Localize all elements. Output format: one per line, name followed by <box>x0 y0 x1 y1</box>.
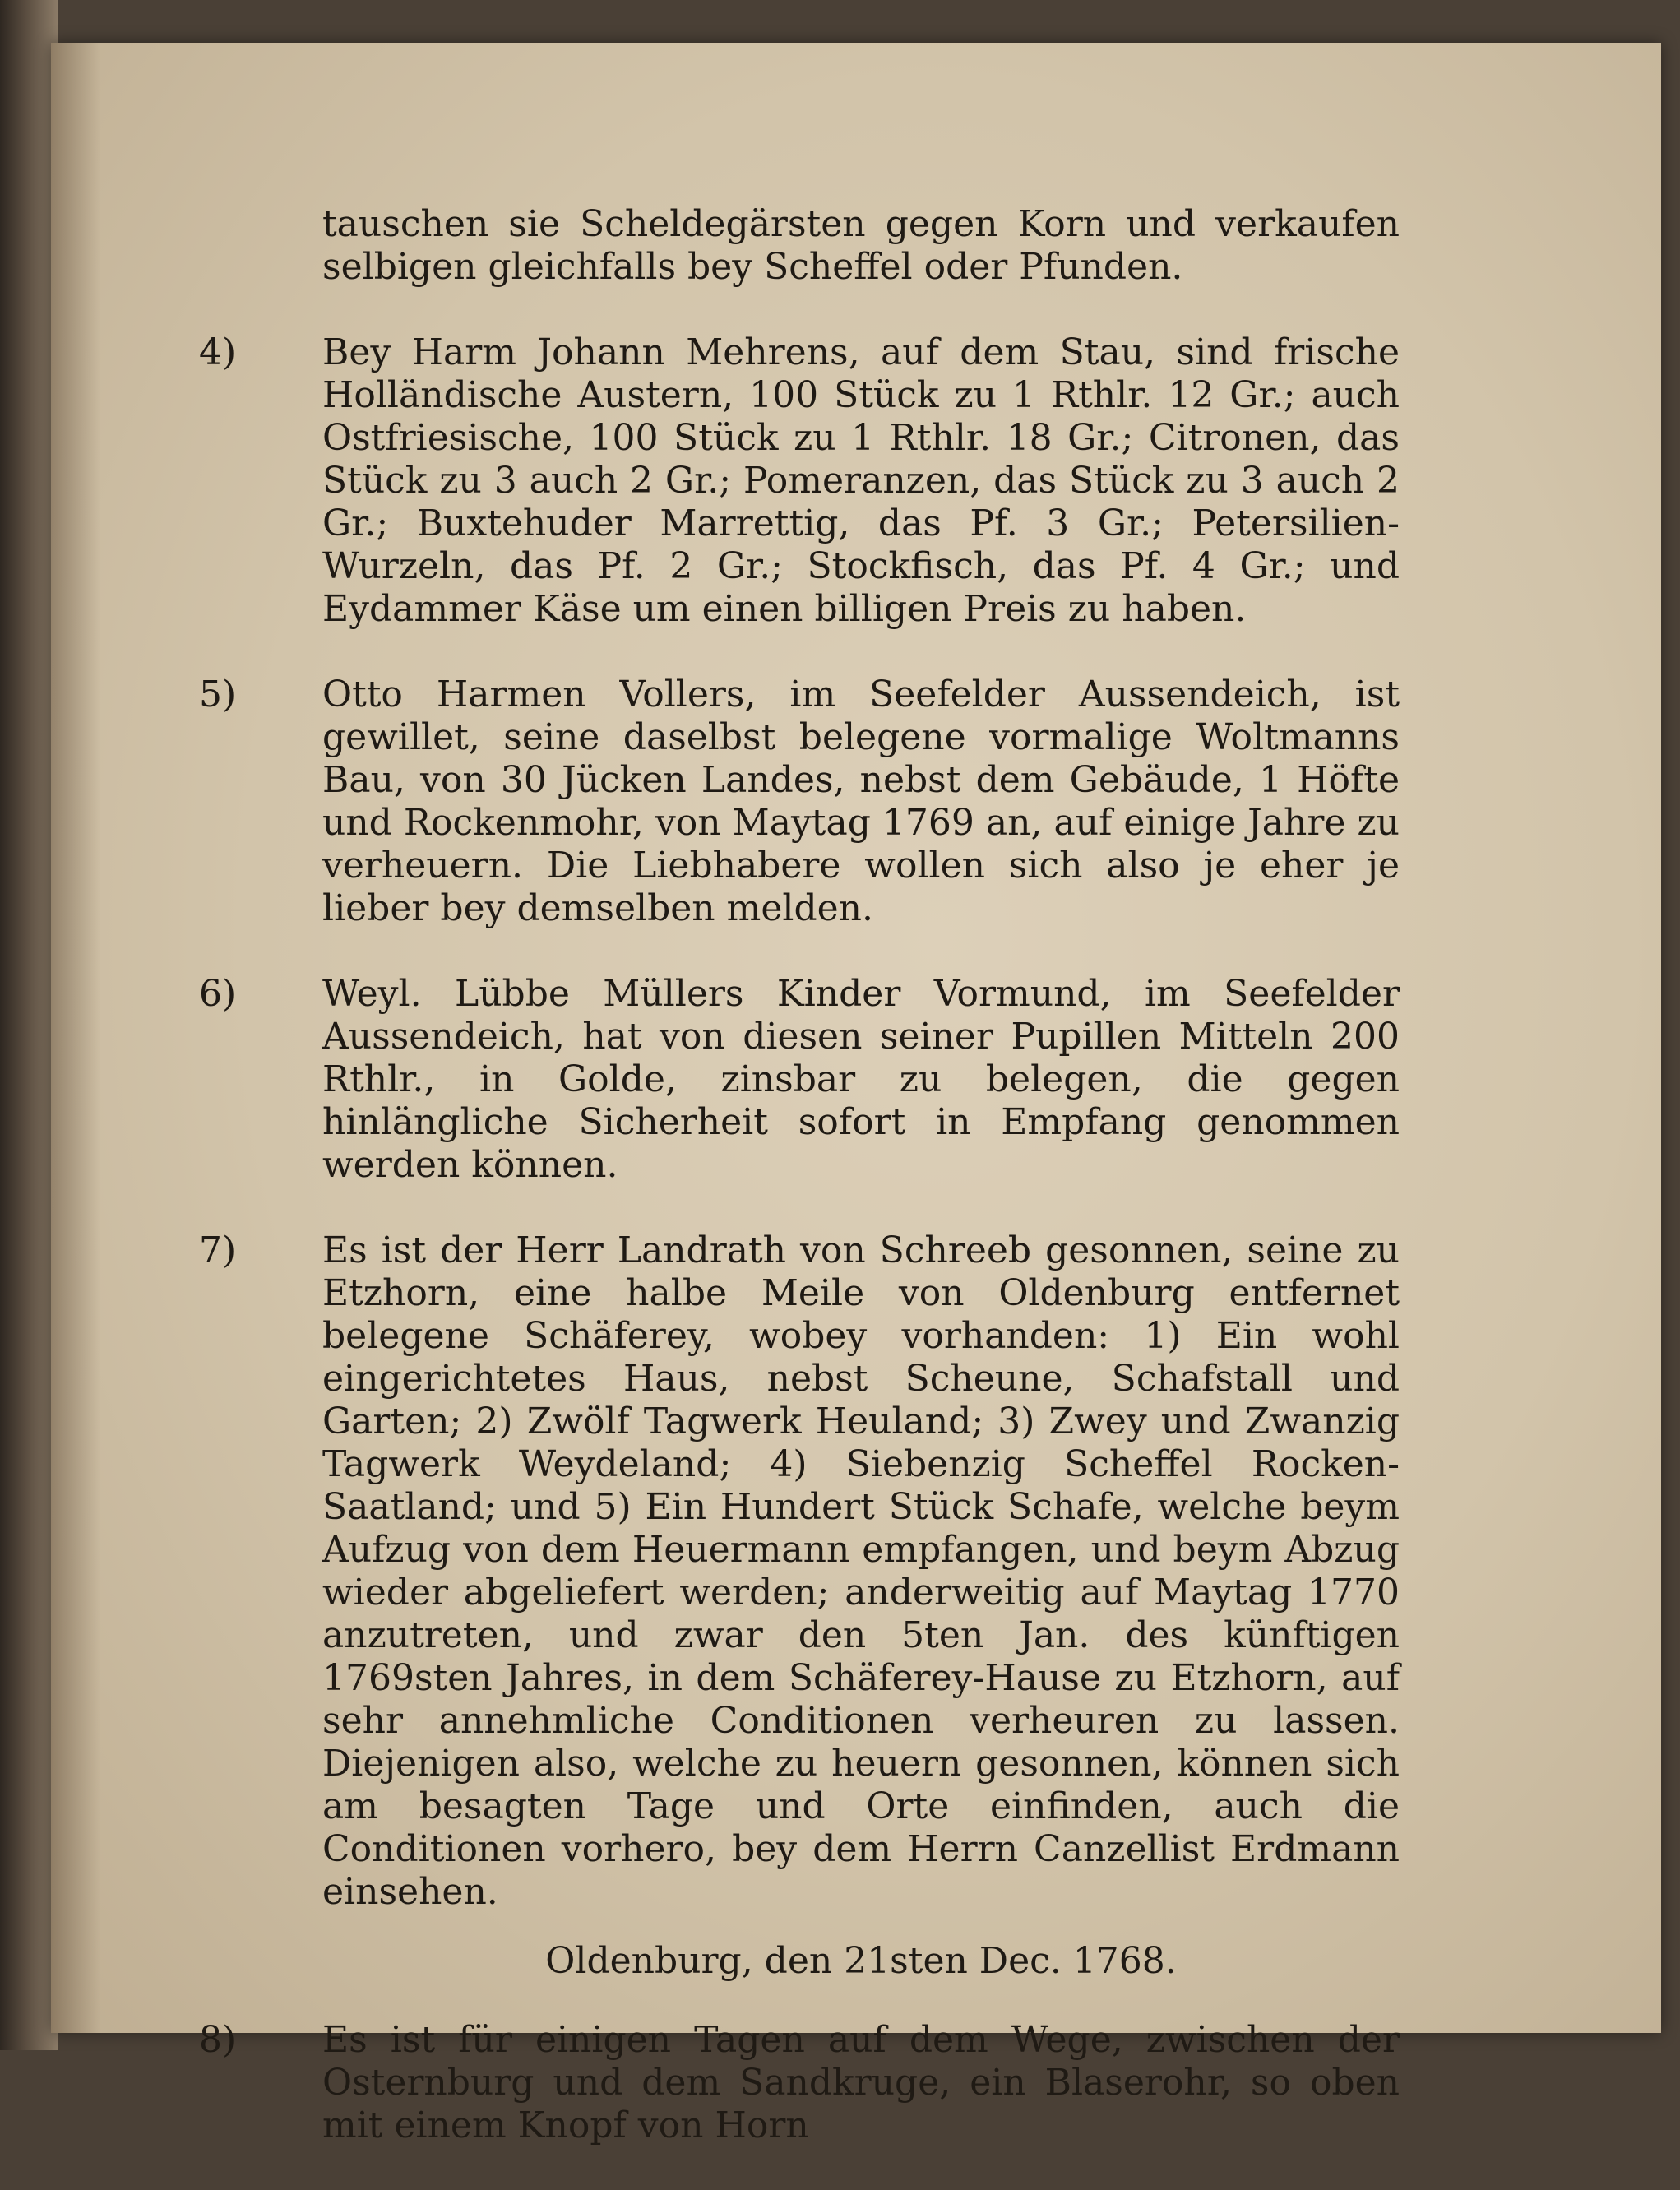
notice-entry-5 <box>199 674 1400 930</box>
entry-number: 5) <box>199 674 237 715</box>
entry-text: Es ist der Herr Landrath von Schreeb gesonnen, seine zu Etzhorn, eine halbe Meile von Oldenburg entfernet belegene Schäferey, wobey vorhanden: 1) Ein wohl eingerichtetes Haus, nebst Scheune, Schafstall und Garten; 2) Zwölf Tagwerk Heuland; 3) Zwey und Zwanzig Tagwerk Weydeland; 4) Siebenzig Scheffel Rocken-Saatland; und 5) Ein Hundert Stück Schafe, welche beym Aufzug von dem Heuermann empfangen, und beym Abzug wieder abgeliefert werden; anderweitig auf Maytag 1770 anzutreten, und zwar den 5ten Jan. des künftigen 1769sten Jahres, in dem Schäferey-Hause zu Etzhorn, auf sehr annehmliche Conditionen verheuren zu lassen. Diejenigen also, welche zu heuern gesonnen, können sich am besagten Tage und Orte einfinden, auch die Conditionen vorhero, bey dem Herrn Canzellist Erdmann einsehen. <box>322 1229 1400 1913</box>
entry-number: 7) <box>199 1229 237 1271</box>
entry-number: 4) <box>199 331 237 373</box>
continued-paragraph: tauschen sie Scheldegärsten gegen Korn und verkaufen selbigen gleichfalls bey Scheffel oder Pfunden. <box>322 203 1400 288</box>
entry-text: Otto Harmen Vollers, im Seefelder Aussendeich, ist gewillet, seine daselbst belegene vormalige Woltmanns Bau, von 30 Jücken Landes, nebst dem Gebäude, 1 Höfte und Rockenmohr, von Maytag 1769 an, auf einige Jahre zu verheuern. Die Liebhabere wollen sich also je eher je lieber bey demselben melden. <box>322 674 1400 929</box>
notice-entry-6 <box>199 973 1400 1187</box>
entry-number: 8) <box>199 2019 237 2061</box>
entry-text: Bey Harm Johann Mehrens, auf dem Stau, sind frische Holländische Austern, 100 Stück zu 1 Rthlr. 12 Gr.; auch Ostfriesische, 100 Stück zu 1 Rthlr. 18 Gr.; Citronen, das Stück zu 3 auch 2 Gr.; Pomeranzen, das Stück zu 3 auch 2 Gr.; Buxtehuder Marrettig, das Pf. 3 Gr.; Petersilien-Wurzeln, das Pf. 2 Gr.; Stockfisch, das Pf. 4 Gr.; und Eydammer Käse um einen billigen Preis zu haben. <box>322 331 1400 630</box>
entry-text: Es ist für einigen Tagen auf dem Wege, zwischen der Osternburg und dem Sandkruge, ein Blaserohr, so oben mit einem Knopf von Horn <box>322 2019 1400 2146</box>
entry-number: 6) <box>199 973 237 1015</box>
entry-text: Weyl. Lübbe Müllers Kinder Vormund, im Seefelder Aussendeich, hat von diesen seiner Pupillen Mitteln 200 Rthlr., in Golde, zinsbar zu belegen, die gegen hinlängliche Sicherheit sofort in Empfang genommen werden können. <box>322 973 1400 1186</box>
book-gutter <box>0 0 58 2050</box>
dateline: Oldenburg, den 21sten Dec. 1768. <box>545 1940 1177 1982</box>
notice-entry-4 <box>199 331 1400 631</box>
page-text-block <box>199 203 1400 2190</box>
document-page <box>51 43 1661 2146</box>
notice-entry-7 <box>199 1229 1400 1914</box>
notice-entry-8 <box>199 2019 1400 2147</box>
